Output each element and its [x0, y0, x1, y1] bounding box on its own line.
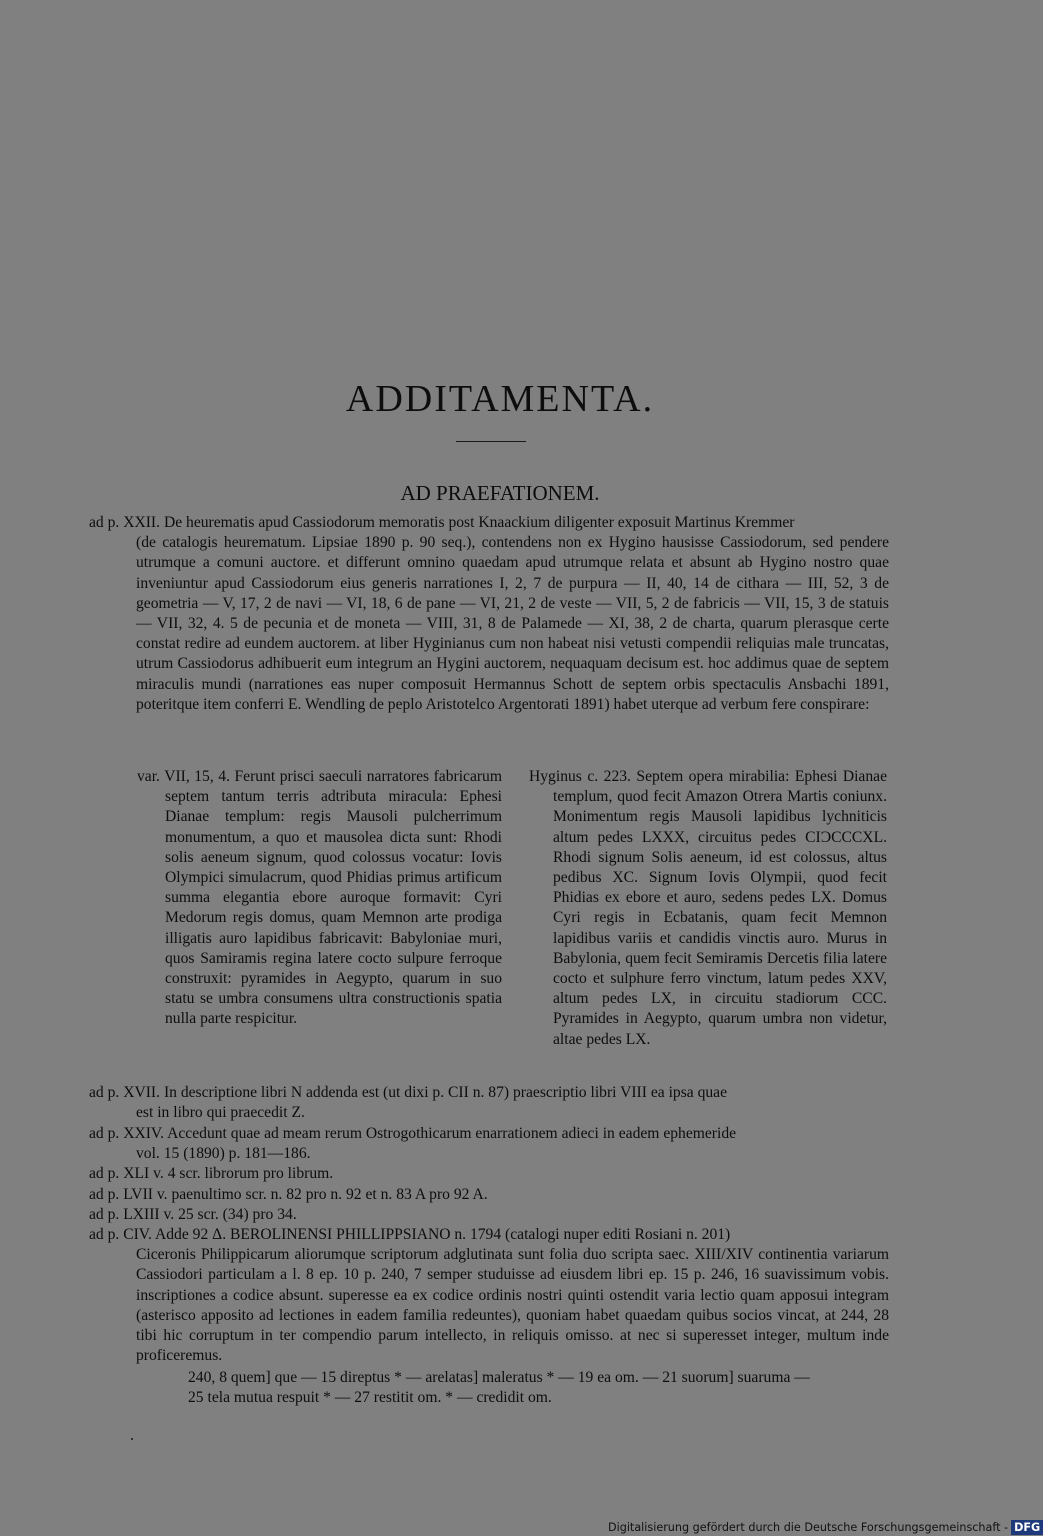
entry-continuation: est in libro qui praecedit Z. [136, 1104, 305, 1122]
entry-text: De heurematis apud Cassiodorum memoratis post Knaackium diligenter exposuit Martinus Kremmer [163, 514, 795, 531]
entry-first-line [89, 513, 889, 533]
title-rule [456, 441, 526, 442]
footer-credit [608, 1519, 1043, 1536]
entry-first-line [89, 1225, 889, 1245]
dfg-logo: DFG [1011, 1520, 1043, 1535]
entry-p-xxii [89, 513, 889, 715]
entry-text: v. paenultimo scr. n. 82 pro n. 92 et n. 83 A pro 92 A. [156, 1186, 488, 1203]
entry-head: ad p. XLI [89, 1165, 150, 1182]
footer-text: Digitalisierung gefördert durch die Deutsche Forschungsgemeinschaft - [608, 1521, 1009, 1534]
entry-text: v. 25 scr. (34) pro 34. [163, 1206, 297, 1223]
entry-p-xli [89, 1164, 889, 1184]
entry-first-line [89, 1164, 889, 1184]
column-text: Hyginus c. 223. Septem opera mirabilia: Ephesi Dianae templum, quod fecit Amazon Otrera Martis coniunx. Monimentum regis Mausoli lapidibus lychniticis altum pedes LXXX, circuitus pedes CIƆCCCXL. Rhodi signum Solis aeneum, id est colossus, altus pedibus XC. Signum Iovis Olympii, quod fecit Phidias ex ebore et auro, sedens pedes LX. Domus Cyri regis in Ecbatanis, quam fecit Memnon lapidibus variis et candidis vinctis auro. Murus in Babylonia, quem fecit Semiramis Dercetis filia latere cocto et sulphure ferro vinctum, latum pedes XXV, altum pedes LX, in circuitu stadiorum CCC. Pyramides in Aegypto, quarum umbra non videtur, altae pedes LX. [529, 768, 887, 1048]
entry-p-lvii [89, 1185, 889, 1205]
entry-head: ad p. XXIV. [89, 1125, 165, 1142]
entry-first-line [89, 1205, 889, 1225]
entry-head: ad p. LXIII [89, 1206, 160, 1223]
entry-text: In descriptione libri N addenda est (ut dixi p. CII n. 87) praescriptio libri VIII ea ipsa quae [163, 1084, 728, 1101]
entry-first-line [89, 1185, 889, 1205]
section-heading: AD PRAEFATIONEM. [400, 481, 600, 505]
entry-text: v. 4 scr. librorum pro librum. [153, 1165, 334, 1182]
entry-p-lxiii [89, 1205, 889, 1225]
hyginus-column [529, 767, 887, 1050]
cassiodorus-column [137, 767, 502, 1030]
variant-line: 240, 8 quem] que — 15 direptus * — arelatas] maleratus * — 19 ea om. — 21 suorum] suaruma — [188, 1369, 810, 1386]
entry-p-civ [89, 1225, 889, 1366]
entry-p-xxiv [89, 1124, 889, 1164]
entry-head: ad p. LVII [89, 1186, 153, 1203]
entry-continuation: Ciceronis Philippicarum aliorumque scriptorum adglutinata sunt folia duo scripta saec. XIII/XIV continentia variarum Cassiodori particulam a l. 8 ep. 10 p. 240, 7 semper studuisse ad eiusdem libri ep. 15 p. 246, 16 suavissimum vobis. inscriptiones a codice absunt. superesse ea ex codice ordinis nostri quinti ostendit varia lectio quam apposui integram (asterisco apposito ad lectiones in eadem familia redeuntes), quoniam habet quaedam quibus socios vincat, at 244, 28 tibi hic corruptum in ter compendio parum intellecto, in reliquis omisso. at nec si superesset integer, multum inde proficeremus. [136, 1246, 889, 1365]
entry-text: Adde 92 Δ. BEROLINENSI PHILLIPPSIANO n. 1794 (catalogi nuper editi Rosiani n. 201) [155, 1226, 731, 1243]
entry-first-line [89, 1124, 889, 1144]
column-text: var. VII, 15, 4. Ferunt prisci saeculi narratores fabricarum septem tantum terris adtributa miracula: Ephesi Dianae templum: regis Mausoli pulcherrimum monumentum, a quo et mausolea dicta sunt: Rhodi solis aeneum signum, quod colossus vocatur: Iovis Olympici simulacrum, quod Phidias primus artificum summa elegantia ebore auroque formavit: Cyri Medorum regis domus, quam Memnon arte prodiga illigatis auro lapidibus fabricavit: Babyloniae muri, quos Samiramis regina latere cocto sulpure ferroque construxit: pyramides in Aegypto, quarum in suo statu se umbra consumens ultra constructionis spatia nulla parte respicitur. [137, 768, 502, 1028]
entry-continuation: (de catalogis heurematum. Lipsiae 1890 p. 90 seq.), contendens non ex Hygino hausisse Cassiodorum, sed pendere utrumque a comuni auctore. et differunt omnino quaedam apud utrumque relata et absunt ab Hygino nostro quae inveniuntur apud Cassiodorum eius generis narrationes I, 2, 7 de purpura — II, 40, 14 de cithara — III, 52, 3 de geometria — V, 17, 2 de navi — VI, 18, 6 de pane — VI, 21, 2 de veste — VII, 5, 2 de fabricis — VII, 15, 3 de statuis — VII, 32, 4. 5 de pecunia et de moneta — VIII, 31, 8 de Palamede — XI, 38, 2 de charta, quarum plerasque certe constat redire ad eundem auctorem. at liber Hyginianus cum non habeat nisi vetusti compendii reliquias male truncatas, utrum Cassiodorus adhibuerit eum integrum an Hygini auctorem, nequaquam decisum est. hoc addimus quae de septem miraculis mundi (narrationes eas nuper composuit Hermannus Schott de septem orbis spectaculis Ansbachi 1891, poteritque item conferri E. Wendling de peplo Aristotelco Argentorati 1891) habet uterque ad verbum fere conspirare: [136, 534, 889, 713]
variant-readings [188, 1368, 888, 1408]
entry-first-line [89, 1083, 889, 1103]
variant-line: 25 tela mutua respuit * — 27 restitit om. * — credidit om. [188, 1389, 552, 1407]
entry-p-xvii [89, 1083, 889, 1123]
entry-head: ad p. CIV. [89, 1226, 152, 1243]
entry-continuation: vol. 15 (1890) p. 181—186. [136, 1145, 311, 1163]
entry-head: ad p. XXII. [89, 514, 161, 531]
entry-text: Accedunt quae ad meam rerum Ostrogothicarum enarrationem adieci in eadem ephemeride [167, 1125, 737, 1142]
entry-head: ad p. XVII. [89, 1084, 161, 1101]
page-title: ADDITAMENTA. [345, 378, 655, 420]
margin-mark [131, 1438, 133, 1440]
